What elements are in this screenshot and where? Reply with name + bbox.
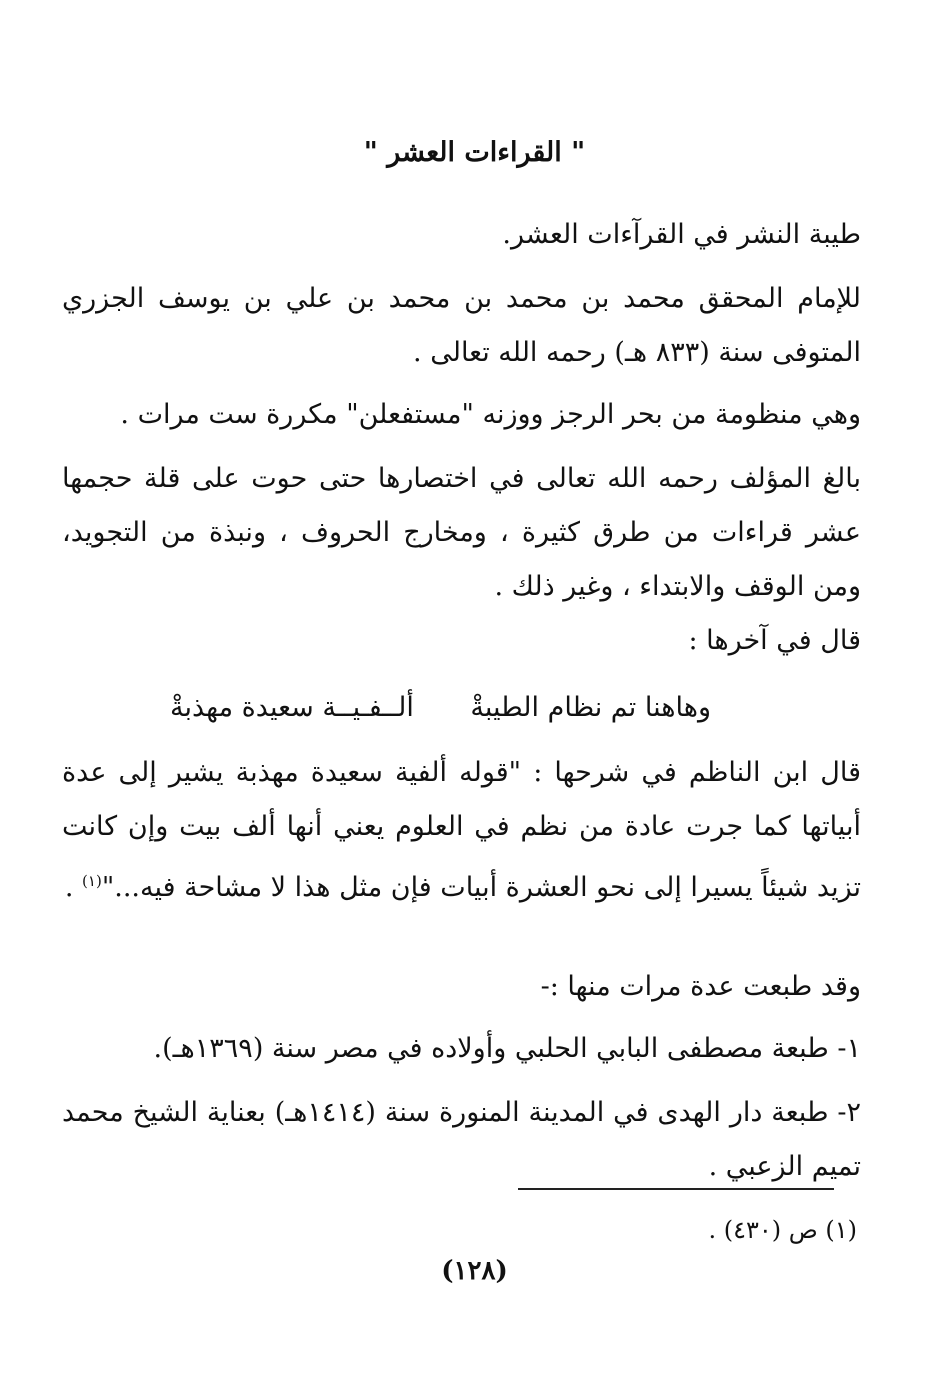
footnote-divider: [518, 1188, 834, 1190]
paragraph-verse-intro: قال في آخرها :: [688, 625, 861, 656]
verse-second-hemistich: ألــفـيــة سعيدة مهذبةْ: [170, 692, 414, 723]
paragraph-description: بالغ المؤلف رحمه الله تعالى في اختصارها حتى حوت على قلة حجمها عشر قراءات من طرق كثيرة ، ومخارج الحروف ، ونبذة من التجويد، ومن الوقف والابتداء ، وغير ذلك .: [62, 463, 861, 602]
paragraph-author: للإمام المحقق محمد بن محمد بن محمد بن علي بن يوسف الجزري المتوفى سنة (٨٣٣ هـ) رحمه الله تعالى .: [62, 283, 861, 368]
section-title: " القراءات العشر ": [363, 137, 586, 168]
paragraph-commentary-quote: [62, 746, 861, 915]
paragraph-meter: وهي منظومة من بحر الرجز ووزنه "مستفعلن" مكررة ست مرات .: [120, 399, 861, 430]
commentary-text: قال ابن الناظم في شرحها : "قوله ألفية سعيدة مهذبة يشير إلى عدة أبياتها كما جرت عادة من نظم في العلوم يعني أنها ألف بيت وإن كانت تزيد شيئاً يسيرا إلى نحو العشرة أبيات فإن مثل هذا لا مشاحة فيه...": [62, 757, 861, 903]
footnote-reference: (١): [82, 872, 102, 890]
page-number: (١٢٨): [441, 1256, 508, 1286]
commentary-end: .: [64, 872, 83, 903]
footnote-text: (١) ص (٤٣٠) .: [708, 1216, 857, 1244]
poem-verse: [170, 683, 711, 733]
paragraph-editions-intro: وقد طبعت عدة مرات منها :-: [540, 971, 861, 1002]
edition-item-1: ١- طبعة مصطفى البابي الحلبي وأولاده في مصر سنة (١٣٦٩هـ).: [153, 1033, 861, 1064]
verse-first-hemistich: وهاهنا تم نظام الطيبةْ: [470, 692, 711, 723]
edition-item-2: ٢- طبعة دار الهدى في المدينة المنورة سنة (١٤١٤هـ) بعناية الشيخ محمد تميم الزعبي .: [62, 1097, 861, 1182]
paragraph-book-title: طيبة النشر في القرآءات العشر.: [502, 219, 861, 250]
